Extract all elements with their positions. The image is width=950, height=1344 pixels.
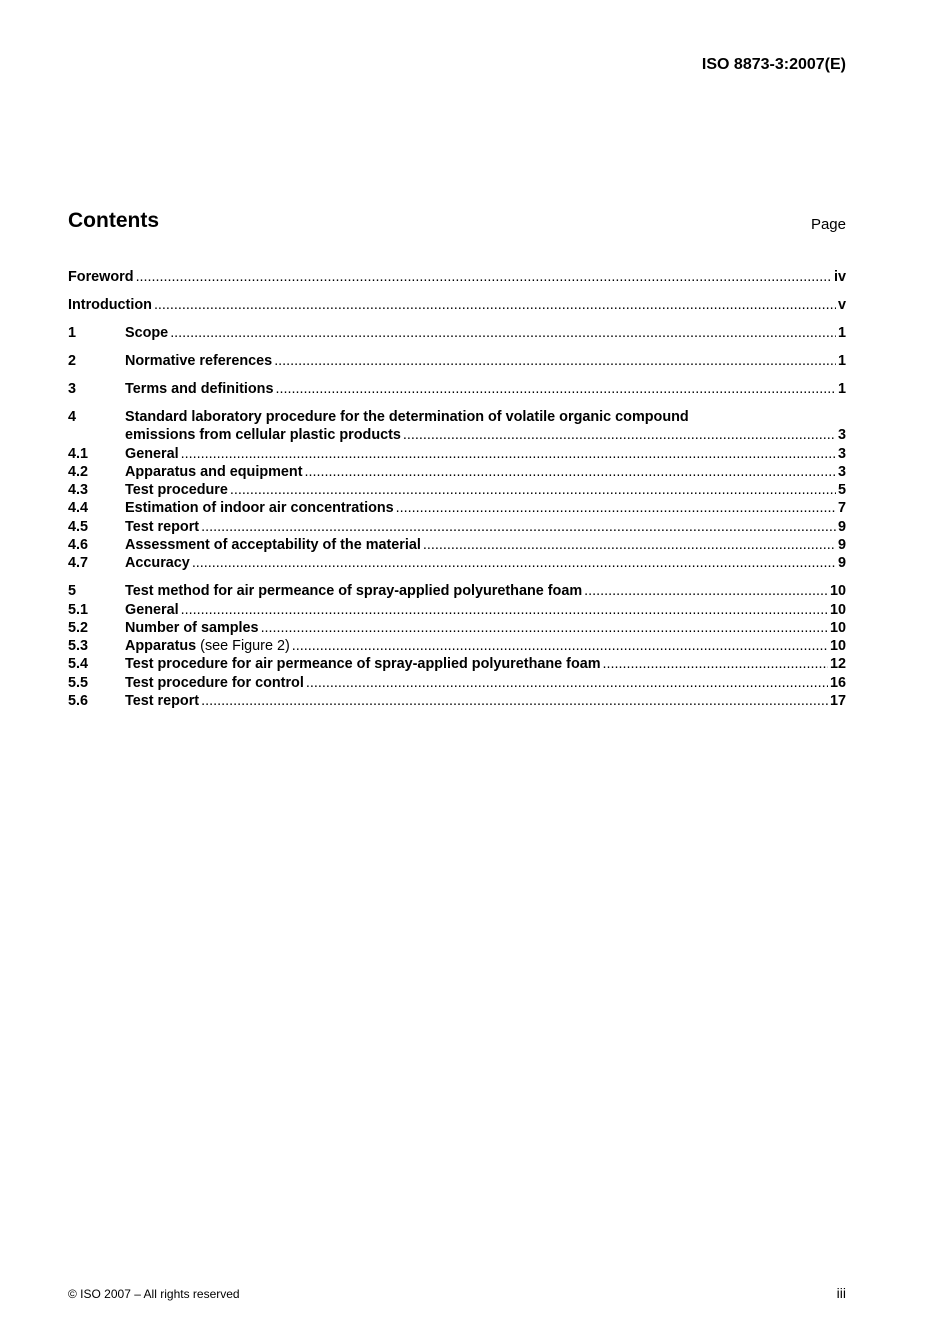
toc-leader-dots bbox=[181, 601, 828, 619]
toc-leader-dots bbox=[275, 380, 836, 398]
toc-leader-dots bbox=[181, 445, 836, 463]
toc-leader-dots bbox=[584, 582, 828, 600]
toc-leader-dots bbox=[154, 296, 836, 314]
toc-leader-dots bbox=[403, 426, 836, 444]
toc-entry-title: Estimation of indoor air concentrations bbox=[125, 500, 394, 517]
toc-entry-title: Number of samples bbox=[125, 619, 259, 636]
toc-entry-page: 9 bbox=[837, 518, 846, 535]
toc-entry-page: 1 bbox=[837, 380, 846, 397]
toc-entry-page: 10 bbox=[829, 619, 846, 636]
toc-entry-title: Scope bbox=[125, 324, 169, 341]
toc-entry-title-line1: Standard laboratory procedure for the determination of volatile organic compound bbox=[125, 408, 689, 425]
toc-entry-number: 4.5 bbox=[68, 518, 89, 535]
toc-entry-title: Test procedure for air permeance of spray-applied polyurethane foam bbox=[125, 656, 601, 673]
toc-entry-5-2[interactable] bbox=[68, 619, 846, 637]
toc-entry-4-2[interactable] bbox=[68, 463, 846, 481]
toc-leader-dots bbox=[261, 619, 828, 637]
toc-entry-page: 7 bbox=[837, 500, 846, 517]
toc-entry-5-3[interactable] bbox=[68, 637, 846, 655]
table-of-contents bbox=[68, 268, 846, 710]
toc-entry-title-main: Apparatus bbox=[125, 638, 197, 655]
toc-entry-number: 4.6 bbox=[68, 537, 89, 553]
toc-entry-5-6[interactable] bbox=[68, 692, 846, 710]
toc-entry-4-1[interactable] bbox=[68, 445, 846, 463]
toc-entry-number: 5.4 bbox=[68, 656, 89, 673]
toc-entry-5-1[interactable] bbox=[68, 601, 846, 619]
toc-entry-page: 9 bbox=[837, 537, 846, 553]
toc-entry-title: General bbox=[125, 601, 179, 618]
toc-entry-number: 5 bbox=[68, 583, 77, 600]
toc-entry-page: 3 bbox=[837, 427, 846, 444]
toc-entry-page: iv bbox=[833, 269, 846, 285]
toc-leader-dots bbox=[396, 499, 836, 517]
toc-entry-number: 2 bbox=[68, 352, 77, 369]
toc-entry-title: Test report bbox=[125, 693, 200, 710]
toc-entry-title: Assessment of acceptability of the material bbox=[125, 537, 421, 553]
toc-entry-4-line1[interactable] bbox=[68, 408, 846, 426]
toc-entry-number: 4.2 bbox=[68, 463, 89, 480]
toc-entry-1[interactable] bbox=[68, 324, 846, 342]
toc-entry-number: 4.4 bbox=[68, 500, 89, 517]
toc-entry-introduction[interactable] bbox=[68, 296, 846, 314]
toc-entry-title: Test procedure for control bbox=[125, 674, 304, 691]
toc-leader-dots bbox=[170, 324, 836, 342]
toc-entry-5-4[interactable] bbox=[68, 655, 846, 673]
toc-entry-2[interactable] bbox=[68, 352, 846, 370]
toc-leader-dots bbox=[192, 554, 836, 572]
toc-entry-title: General bbox=[125, 445, 179, 462]
toc-entry-foreword[interactable] bbox=[68, 268, 846, 286]
toc-leader-dots bbox=[292, 637, 828, 655]
toc-leader-dots bbox=[230, 481, 836, 499]
toc-entry-page: 10 bbox=[829, 583, 846, 600]
toc-entry-page: 12 bbox=[829, 656, 846, 673]
toc-entry-4-6[interactable] bbox=[68, 536, 846, 554]
toc-entry-title: Normative references bbox=[125, 352, 273, 369]
toc-entry-4[interactable] bbox=[68, 426, 846, 444]
toc-entry-page: 3 bbox=[837, 445, 846, 462]
toc-leader-dots bbox=[305, 463, 836, 481]
toc-entry-number: 4.7 bbox=[68, 555, 89, 572]
toc-entry-5[interactable] bbox=[68, 582, 846, 600]
contents-heading: Contents bbox=[68, 209, 159, 232]
toc-entry-title: Foreword bbox=[68, 269, 134, 285]
toc-entry-4-4[interactable] bbox=[68, 499, 846, 517]
toc-entry-number: 5.2 bbox=[68, 619, 89, 636]
toc-entry-number: 4.1 bbox=[68, 445, 89, 462]
toc-leader-dots bbox=[201, 518, 836, 536]
toc-entry-5-5[interactable] bbox=[68, 674, 846, 692]
toc-entry-number: 5.6 bbox=[68, 693, 89, 710]
toc-leader-dots bbox=[136, 268, 832, 286]
toc-entry-4-5[interactable] bbox=[68, 518, 846, 536]
toc-leader-dots bbox=[274, 352, 836, 370]
toc-entry-title: Test procedure bbox=[125, 482, 228, 499]
footer-copyright: © ISO 2007 – All rights reserved bbox=[68, 1287, 240, 1301]
toc-entry-title-suffix: (see Figure 2) bbox=[196, 638, 290, 655]
toc-entry-title: Accuracy bbox=[125, 555, 190, 572]
toc-entry-page: 1 bbox=[837, 324, 846, 341]
toc-entry-title: emissions from cellular plastic products bbox=[125, 427, 401, 444]
toc-entry-number: 5.3 bbox=[68, 638, 89, 655]
toc-entry-title: Introduction bbox=[68, 296, 152, 313]
toc-entry-number: 4 bbox=[68, 408, 77, 425]
toc-entry-title: Terms and definitions bbox=[125, 380, 274, 397]
toc-entry-4-7[interactable] bbox=[68, 554, 846, 572]
toc-entry-page: 5 bbox=[837, 482, 846, 499]
toc-entry-number: 4.3 bbox=[68, 482, 89, 499]
toc-entry-page: 1 bbox=[837, 352, 846, 369]
toc-entry-page: 16 bbox=[829, 674, 846, 691]
toc-entry-page: 9 bbox=[837, 555, 846, 572]
document-id: ISO 8873-3:2007(E) bbox=[701, 56, 846, 73]
toc-entry-page: 17 bbox=[829, 693, 846, 710]
toc-leader-dots bbox=[306, 674, 828, 692]
toc-entry-title bbox=[125, 637, 290, 655]
toc-entry-page: 3 bbox=[837, 463, 846, 480]
toc-entry-number: 5.5 bbox=[68, 674, 89, 691]
toc-entry-page: 10 bbox=[829, 638, 846, 655]
toc-entry-page: 10 bbox=[829, 601, 846, 618]
footer-page-number: iii bbox=[836, 1285, 846, 1301]
toc-leader-dots bbox=[423, 536, 836, 554]
toc-entry-title: Apparatus and equipment bbox=[125, 463, 303, 480]
toc-leader-dots bbox=[603, 655, 828, 673]
page-column-label: Page bbox=[810, 216, 846, 233]
toc-entry-4-3[interactable] bbox=[68, 481, 846, 499]
toc-entry-page: v bbox=[837, 296, 846, 313]
toc-entry-number: 3 bbox=[68, 380, 77, 397]
toc-entry-3[interactable] bbox=[68, 380, 846, 398]
toc-entry-title: Test report bbox=[125, 518, 200, 535]
toc-entry-number: 1 bbox=[68, 324, 77, 341]
toc-leader-dots bbox=[201, 692, 828, 710]
toc-entry-number: 5.1 bbox=[68, 601, 89, 618]
toc-entry-title: Test method for air permeance of spray-applied polyurethane foam bbox=[125, 583, 583, 600]
